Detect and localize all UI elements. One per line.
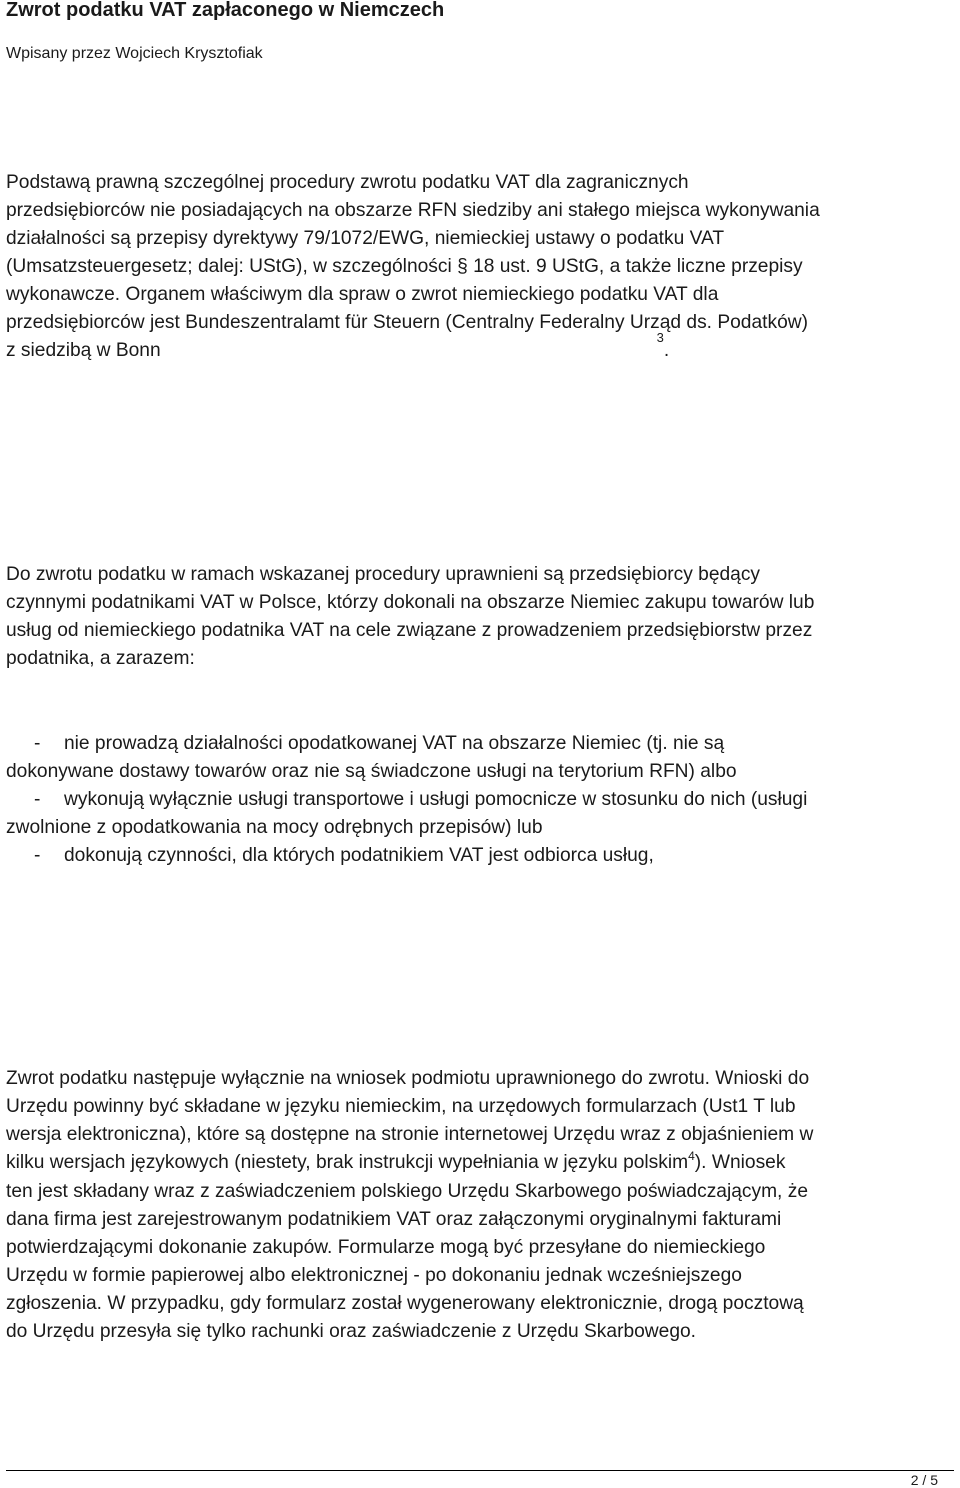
- footnote-ref-4: 4: [688, 1149, 695, 1163]
- page-number: 2 / 5: [910, 1472, 938, 1488]
- text-line: do Urzędu przesyła się tylko rachunki oraz zaświadczenie z Urzędu Skarbowego.: [6, 1321, 697, 1342]
- text-line: [6, 1149, 956, 1178]
- paragraph-eligibility: [6, 561, 956, 673]
- footer-divider: [6, 1470, 954, 1471]
- sentence-end: .: [663, 340, 670, 361]
- text-line: działalności są przepisy dyrektywy 79/1072/EWG, niemieckiej ustawy o podatku VAT: [6, 228, 725, 249]
- list-item-continuation: dokonywane dostawy towarów oraz nie są świadczone usługi na terytorium RFN) albo: [6, 761, 737, 782]
- article-author: Wpisany przez Wojciech Krysztofiak: [6, 45, 263, 62]
- text-line: przedsiębiorców nie posiadających na obszarze RFN siedziby ani stałego miejsca wykonywania: [6, 200, 820, 221]
- text-line: usług od niemieckiego podatnika VAT na cele związane z prowadzeniem przedsiębiorstw przez: [6, 620, 813, 641]
- list-item-continuation: zwolnione z opodatkowania na mocy odrębnych przepisów) lub: [6, 817, 543, 838]
- text-line: Do zwrotu podatku w ramach wskazanej procedury uprawnieni są przedsiębiorcy będący: [6, 564, 761, 585]
- text-line-last: [6, 330, 956, 366]
- paragraph-legal-basis: [6, 169, 956, 366]
- list-dash: -: [34, 733, 41, 754]
- list-item: [6, 786, 956, 814]
- list-item: [6, 730, 956, 758]
- text-line-content: z siedzibą w Bonn: [6, 340, 161, 361]
- list-dash: -: [34, 845, 41, 866]
- text-line: wykonawcze. Organem właściwym dla spraw o zwrot niemieckiego podatku VAT dla: [6, 284, 719, 305]
- text-line: zgłoszenia. W przypadku, gdy formularz został wygenerowany elektronicznie, drogą pocztową: [6, 1293, 804, 1314]
- text-line: Podstawą prawną szczególnej procedury zwrotu podatku VAT dla zagranicznych: [6, 172, 689, 193]
- text-line: Zwrot podatku następuje wyłącznie na wniosek podmiotu uprawnionego do zwrotu. Wnioski do: [6, 1068, 810, 1089]
- paragraph-application: [6, 1065, 956, 1346]
- text-line: dana firma jest zarejestrowanym podatnikiem VAT oraz załączonymi oryginalnymi fakturami: [6, 1209, 782, 1230]
- text-line: ten jest składany wraz z zaświadczeniem polskiego Urzędu Skarbowego poświadczającym, że: [6, 1181, 808, 1202]
- text-line: Urzędu w formie papierowej albo elektronicznej - po dokonaniu jednak wcześniejszego: [6, 1265, 742, 1286]
- list-item-text: nie prowadzą działalności opodatkowanej VAT na obszarze Niemiec (tj. nie są: [64, 733, 725, 754]
- text-segment: kilku wersjach językowych (niestety, brak instrukcji wypełniania w języku polskim: [6, 1152, 689, 1173]
- text-segment: ). Wniosek: [694, 1152, 786, 1173]
- text-line: (Umsatzsteuergesetz; dalej: UStG), w szczególności § 18 ust. 9 UStG, a także liczne przepisy: [6, 256, 803, 277]
- text-line: wersja elektroniczna), które są dostępne na stronie internetowej Urzędu wraz z objaśnieniem w: [6, 1124, 814, 1145]
- text-line: przedsiębiorców jest Bundeszentralamt für Steuern (Centralny Federalny Urząd ds. Podatków): [6, 312, 808, 333]
- list-item-text: dokonują czynności, dla których podatnikiem VAT jest odbiorca usług,: [64, 845, 654, 866]
- list-item-text: wykonują wyłącznie usługi transportowe i usługi pomocnicze w stosunku do nich (usługi: [64, 789, 808, 810]
- footnote-ref-3: 3: [656, 330, 664, 345]
- text-line: podatnika, a zarazem:: [6, 648, 195, 669]
- article-title: Zwrot podatku VAT zapłaconego w Niemczech: [6, 0, 445, 21]
- conditions-list: [6, 730, 956, 870]
- list-dash: -: [34, 789, 41, 810]
- text-line: czynnymi podatnikami VAT w Polsce, którzy dokonali na obszarze Niemiec zakupu towarów lub: [6, 592, 815, 613]
- text-line: potwierdzającymi dokonanie zakupów. Formularze mogą być przesyłane do niemieckiego: [6, 1237, 766, 1258]
- text-line: Urzędu powinny być składane w języku niemieckim, na urzędowych formularzach (Ust1 T lub: [6, 1096, 796, 1117]
- list-item: [6, 842, 956, 870]
